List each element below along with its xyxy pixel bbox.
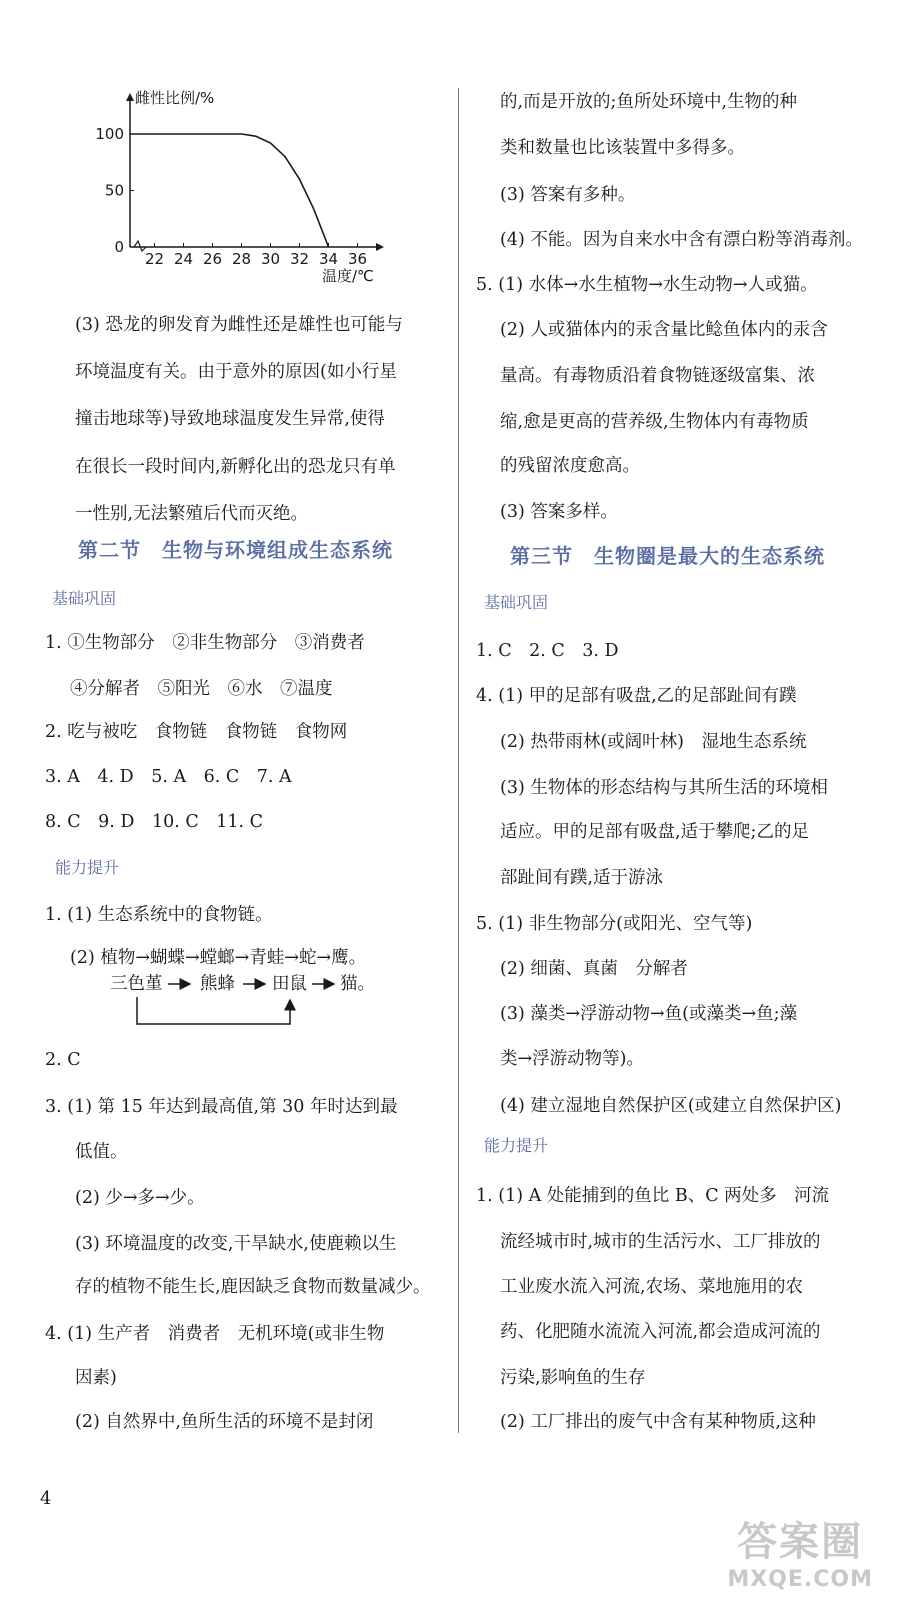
text-line: 3. A 4. D 5. A 6. C 7. A <box>45 767 292 787</box>
y-axis-arrow <box>126 93 134 101</box>
text-line: (3) 藻类→浮游动物→鱼(或藻类→鱼;藻 <box>500 1004 798 1024</box>
text-line: (4) 不能。因为自来水中含有漂白粉等消毒剂。 <box>500 230 863 250</box>
section-title-3: 第三节 生物圈是最大的生态系统 <box>510 544 825 568</box>
section-title-2: 第二节 生物与环境组成生态系统 <box>78 538 393 562</box>
text-line: 低值。 <box>75 1142 128 1162</box>
text-line: 工业废水流入河流,农场、菜地施用的农 <box>500 1277 804 1297</box>
text-line: (2) 工厂排出的废气中含有某种物质,这种 <box>500 1412 816 1432</box>
text-line: 适应。甲的足部有吸盘,适于攀爬;乙的足 <box>500 822 809 842</box>
text-line: (3) 答案有多种。 <box>500 185 636 205</box>
subsection-basics-right: 基础巩固 <box>484 593 549 612</box>
column-divider <box>458 88 459 1433</box>
x-axis-arrow <box>376 243 384 251</box>
x-tick-label: 32 <box>289 250 310 268</box>
text-line: 环境温度有关。由于意外的原因(如小行星 <box>75 362 397 382</box>
text-line: (2) 少→多→少。 <box>75 1188 205 1208</box>
text-line: 撞击地球等)导致地球温度发生异常,使得 <box>75 409 385 429</box>
subsection-basics-left: 基础巩固 <box>52 589 117 608</box>
x-tick-label: 24 <box>173 250 194 268</box>
text-line: 2. C <box>45 1050 81 1070</box>
text-line: 的,而是开放的;鱼所处环境中,生物的种 <box>500 92 798 112</box>
text-line: 3. (1) 第 15 年达到最高值,第 30 年时达到最 <box>45 1097 398 1117</box>
text-line: 5. (1) 非生物部分(或阳光、空气等) <box>476 914 753 934</box>
text-line: (3) 答案多样。 <box>500 502 618 522</box>
temperature-sex-ratio-chart <box>95 85 400 285</box>
chart-series <box>130 134 329 247</box>
text-line: ④分解者 ⑤阳光 ⑥水 ⑦温度 <box>70 679 333 699</box>
y-tick-label: 0 <box>114 238 124 256</box>
text-line: (2) 热带雨林(或阔叶林) 湿地生态系统 <box>500 732 807 752</box>
text-line: 量高。有毒物质沿着食物链逐级富集、浓 <box>500 366 815 386</box>
arrow-a-c <box>137 997 290 1024</box>
text-line: 在很长一段时间内,新孵化出的恐龙只有单 <box>75 457 396 477</box>
x-tick-label: 30 <box>260 250 281 268</box>
text-line: 因素) <box>75 1368 117 1388</box>
text-line: 类→浮游动物等)。 <box>500 1049 644 1069</box>
text-line: 2. 吃与被吃 食物链 食物链 食物网 <box>45 722 348 742</box>
text-line: 1. (1) 生态系统中的食物链。 <box>45 905 273 925</box>
food-web-node-d: 猫。 <box>340 974 375 994</box>
text-line: (2) 细菌、真菌 分解者 <box>500 959 688 979</box>
page-number: 4 <box>40 1488 52 1509</box>
x-tick-label: 22 <box>144 250 165 268</box>
text-line: 流经城市时,城市的生活污水、工厂排放的 <box>500 1232 821 1252</box>
text-line: 污染,影响鱼的生存 <box>500 1368 646 1388</box>
food-web-diagram <box>110 972 375 1032</box>
chart-x-axis-label: 温度/℃ <box>322 267 374 285</box>
text-line: (2) 人或猫体内的汞含量比鲶鱼体内的汞含 <box>500 320 828 340</box>
text-line: 4. (1) 生产者 消费者 无机环境(或非生物 <box>45 1324 385 1344</box>
subsection-ability-left: 能力提升 <box>55 858 120 877</box>
x-tick-label: 36 <box>347 250 368 268</box>
text-line: 缩,愈是更高的营养级,生物体内有毒物质 <box>500 412 809 432</box>
y-tick-label: 50 <box>104 181 124 200</box>
text-line: 4. (1) 甲的足部有吸盘,乙的足部趾间有蹼 <box>476 686 797 706</box>
text-line: (3) 恐龙的卵发育为雌性还是雄性也可能与 <box>75 315 403 335</box>
food-web-node-a: 三色堇 <box>110 974 163 994</box>
text-line: 1. C 2. C 3. D <box>476 641 619 661</box>
text-line: 存的植物不能生长,鹿因缺乏食物而数量减少。 <box>75 1277 431 1297</box>
subsection-ability-right: 能力提升 <box>484 1136 549 1155</box>
text-line: (3) 生物体的形态结构与其所生活的环境相 <box>500 778 828 798</box>
text-line: 的残留浓度愈高。 <box>500 456 640 476</box>
x-tick-label: 34 <box>318 250 339 268</box>
text-line: (2) 植物→蝴蝶→螳螂→青蛙→蛇→鹰。 <box>70 948 367 968</box>
text-line: 一性别,无法繁殖后代而灭绝。 <box>75 504 309 524</box>
text-line: 类和数量也比该装置中多得多。 <box>500 138 745 158</box>
chart-y-axis-label: 雌性比例/% <box>135 89 215 107</box>
text-line: (4) 建立湿地自然保护区(或建立自然保护区) <box>500 1096 842 1116</box>
x-tick-label: 28 <box>231 250 252 268</box>
text-line: 5. (1) 水体→水生植物→水生动物→人或猫。 <box>476 275 818 295</box>
text-line: (2) 自然界中,鱼所生活的环境不是封闭 <box>75 1412 374 1432</box>
text-line: 药、化肥随水流流入河流,都会造成河流的 <box>500 1322 821 1342</box>
text-line: 部趾间有蹼,适于游泳 <box>500 868 664 888</box>
series-line <box>130 134 329 247</box>
x-tick-label: 26 <box>202 250 223 268</box>
text-line: 8. C 9. D 10. C 11. C <box>45 812 264 832</box>
text-line: 1. ①生物部分 ②非生物部分 ③消费者 <box>45 633 365 653</box>
chart-axes <box>126 93 384 251</box>
y-tick-label: 100 <box>95 125 124 143</box>
food-web-node-c: 田鼠 <box>272 974 307 994</box>
text-line: (3) 环境温度的改变,干旱缺水,使鹿赖以生 <box>75 1234 397 1254</box>
food-web-node-b: 熊蜂 <box>200 974 235 994</box>
site-watermark: 答案圈 MXQE.COM <box>727 1519 873 1592</box>
text-line: 1. (1) A 处能捕到的鱼比 B、C 两处多 河流 <box>476 1186 830 1206</box>
